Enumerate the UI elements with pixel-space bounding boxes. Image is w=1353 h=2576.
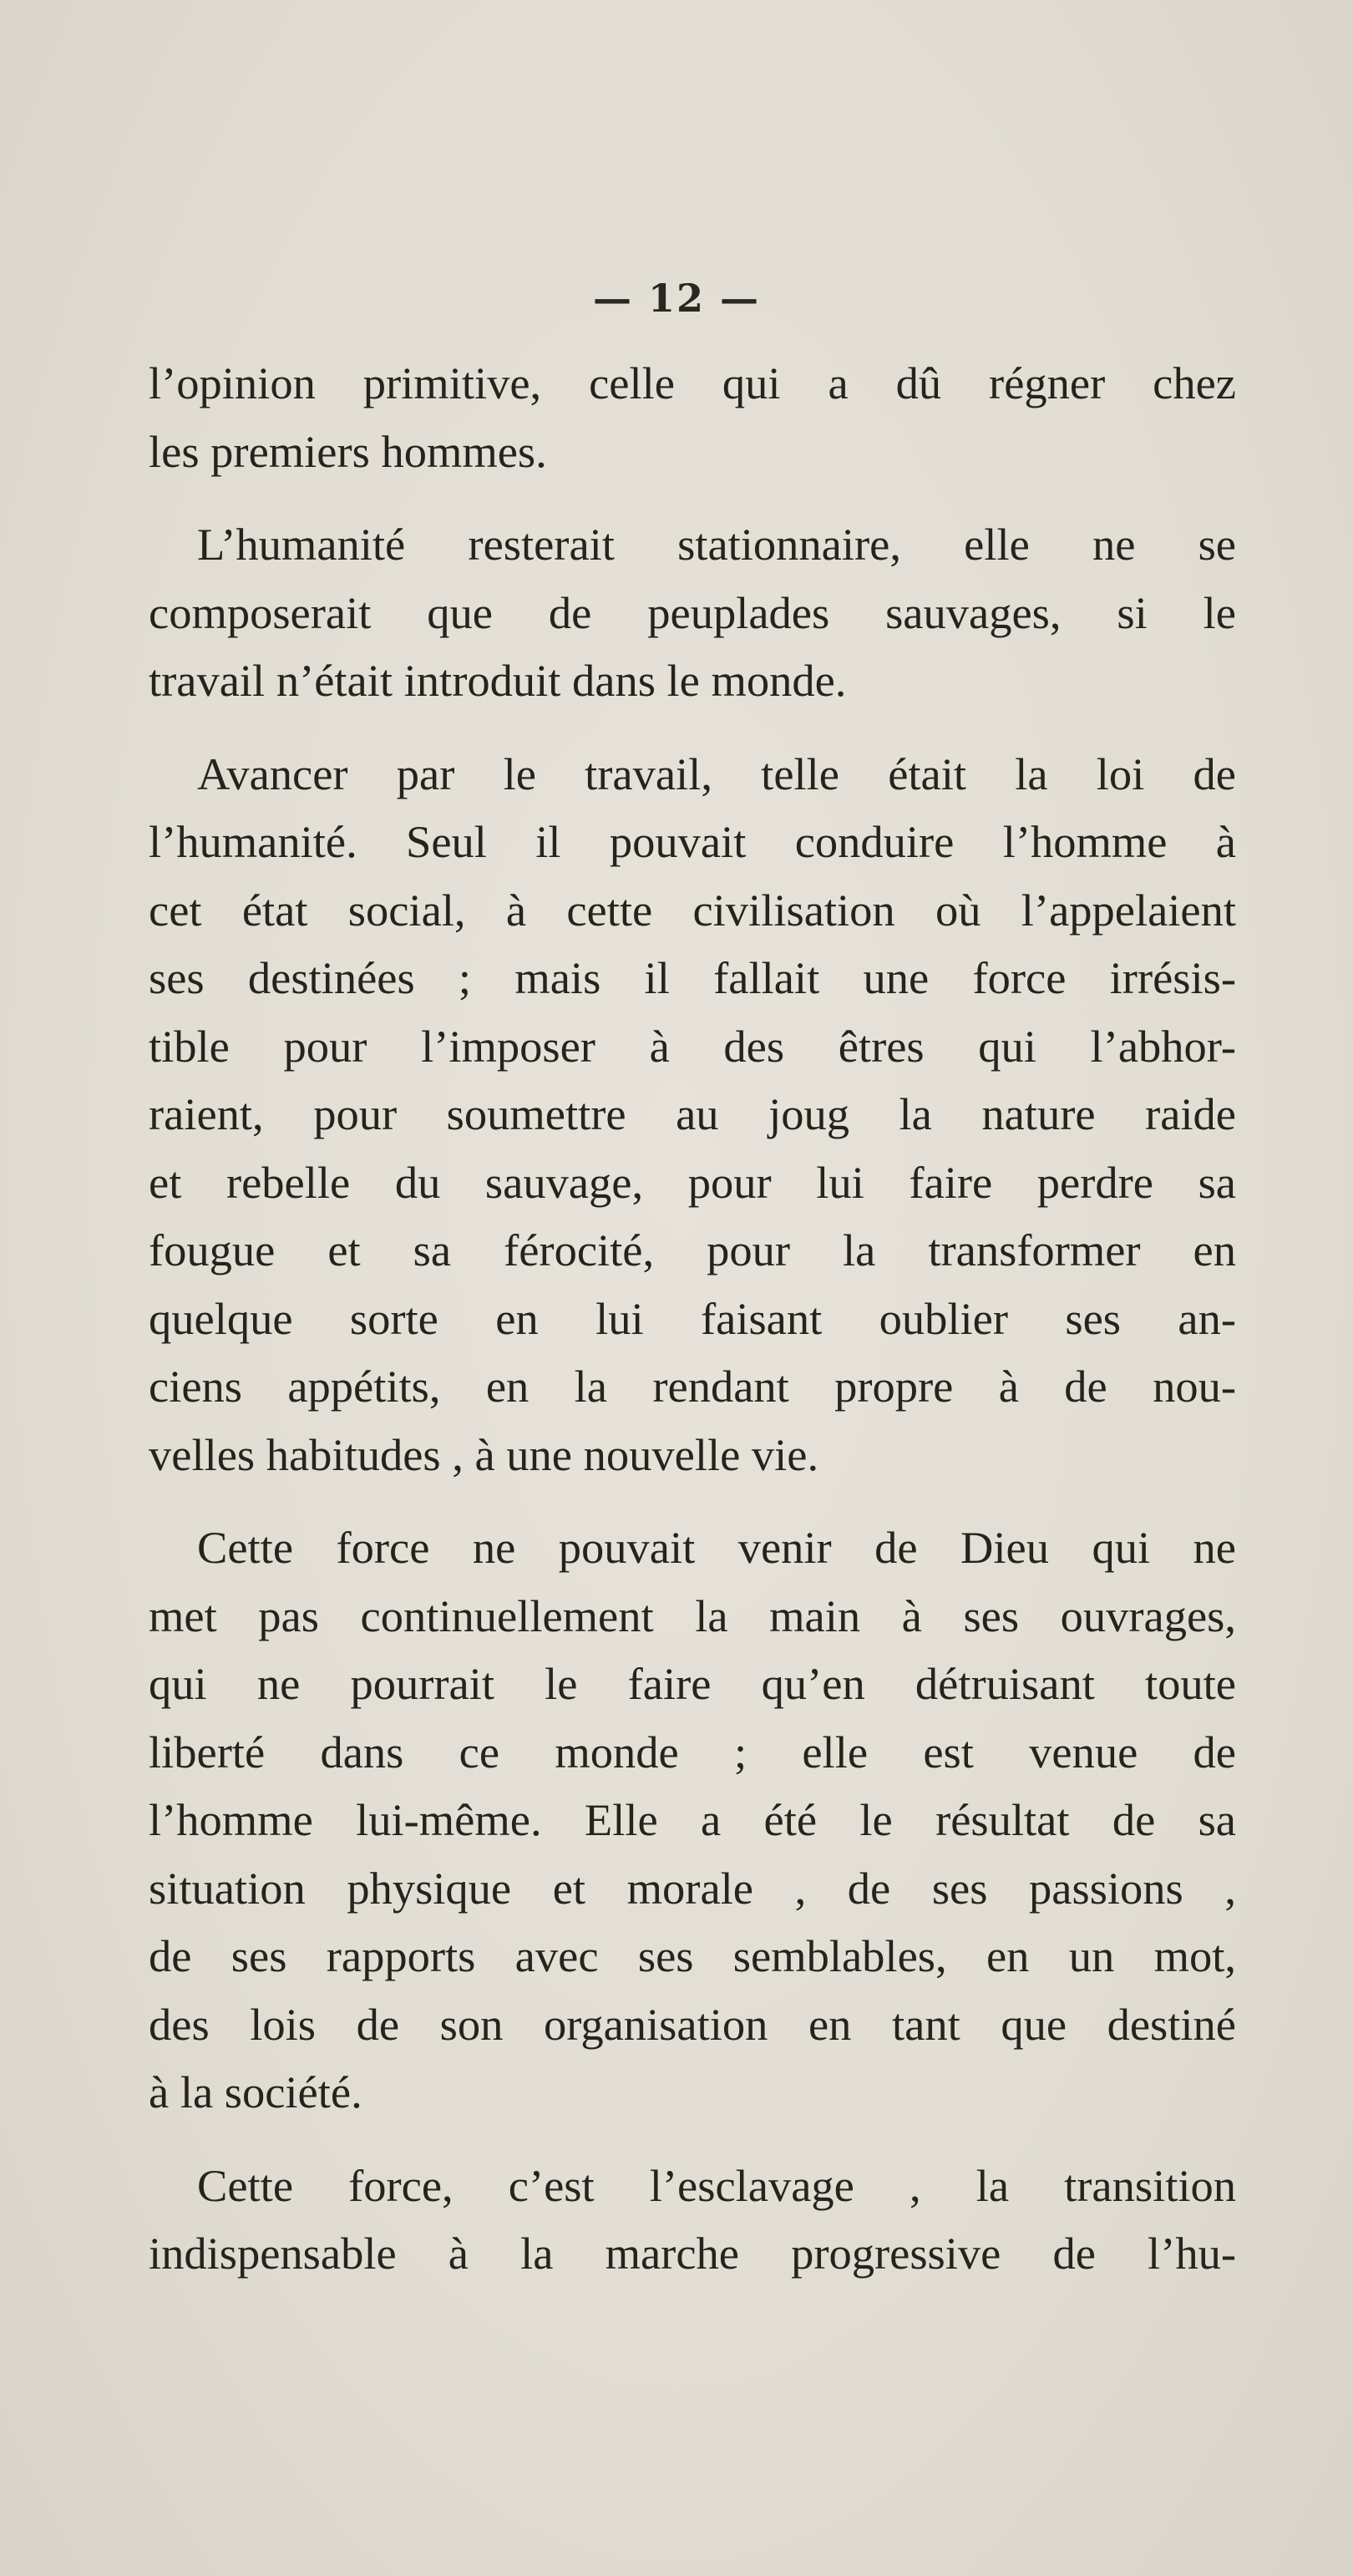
body-text (149, 349, 1236, 2288)
page-number: — 12 — (592, 276, 761, 321)
text-line: composerait que de peuplades sauvages, si le (149, 586, 1236, 638)
text-line: L’humanité resterait stationnaire, elle ne se (197, 519, 1236, 570)
paragraph (149, 1514, 1236, 2127)
text-line: ses destinées ; mais il fallait une force irrésis- (149, 952, 1236, 1003)
text-line: cet état social, à cette civilisation où l’appelaient (149, 884, 1236, 936)
text-line: des lois de son organisation en tant que destiné (149, 1998, 1236, 2050)
text-line: qui ne pourrait le faire qu’en détruisant toute (149, 1658, 1236, 1709)
text-line: l’humanité. Seul il pouvait conduire l’homme à (149, 816, 1236, 867)
text-line: l’opinion primitive, celle qui a dû régner chez (149, 357, 1236, 408)
text-line: velles habitudes , à une nouvelle vie. (149, 1428, 819, 1480)
paragraph (149, 349, 1236, 485)
text-line: travail n’était introduit dans le monde. (149, 655, 847, 706)
text-line: Cette force ne pouvait venir de Dieu qui ne (197, 1522, 1236, 1573)
text-line: fougue et sa férocité, pour la transformer en (149, 1225, 1236, 1275)
text-line: situation physique et morale , de ses passions , (149, 1862, 1236, 1914)
text-line: Cette force, c’est l’esclavage , la transition (197, 2159, 1236, 2211)
text-line: l’homme lui-même. Elle a été le résultat de sa (149, 1794, 1236, 1845)
text-line: met pas continuellement la main à ses ouvrages, (149, 1590, 1236, 1641)
text-line: à la société. (149, 2066, 362, 2117)
text-line: les premiers hommes. (149, 425, 547, 477)
paragraph (149, 2152, 1236, 2288)
text-line: tible pour l’imposer à des êtres qui l’abhor- (149, 1020, 1236, 1072)
text-line: Avancer par le travail, telle était la loi de (197, 748, 1236, 799)
text-line: ciens appétits, en la rendant propre à de nou- (149, 1361, 1236, 1412)
paragraph (149, 510, 1236, 715)
paragraph (149, 740, 1236, 1489)
text-line: et rebelle du sauvage, pour lui faire perdre sa (149, 1156, 1236, 1208)
text-line: quelque sorte en lui faisant oublier ses an- (149, 1292, 1236, 1344)
text-line: de ses rapports avec ses semblables, en un mot, (149, 1930, 1236, 1981)
text-line: indispensable à la marche progressive de l’hu- (149, 2228, 1236, 2279)
text-line: raient, pour soumettre au joug la nature raide (149, 1088, 1236, 1139)
text-line: liberté dans ce monde ; elle est venue de (149, 1726, 1236, 1777)
